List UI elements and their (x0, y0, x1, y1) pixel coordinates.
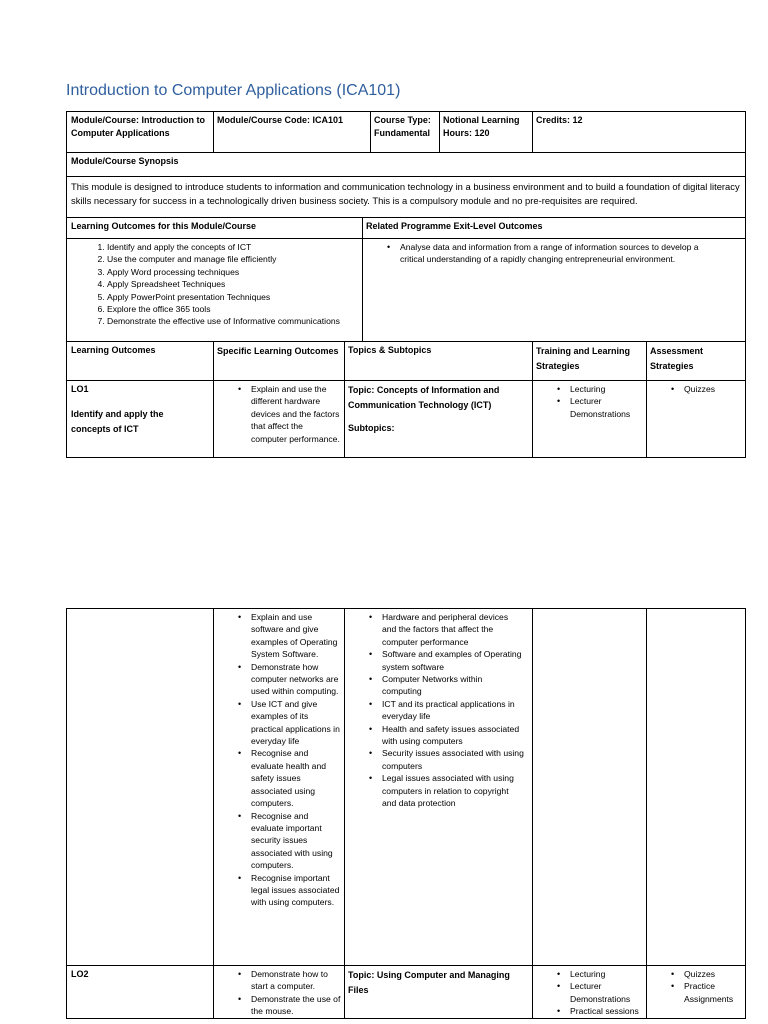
col-training: Training and Learning Strategies (536, 346, 631, 371)
lo1-training (532, 381, 646, 422)
list-item: • ICT and its practical applications in everyday life (382, 698, 524, 723)
synopsis-heading: Module/Course Synopsis (71, 156, 179, 166)
list-item: • Recognise important legal issues associated with using computers. (251, 872, 342, 909)
list-item: 6. Explore the office 365 tools (107, 303, 358, 315)
list-item: • Recognise and evaluate important security issues associated with using computers. (251, 810, 342, 872)
synopsis-text: This module is designed to introduce students to information and communication technology in a business environment and to build a foundation of digital literacy skills necessary for success in a technologically driven business society. This is a compulsory module and no pre-requisites are required. (71, 181, 740, 206)
list-item: • Practice Assignments (684, 980, 741, 1005)
credits: Credits: 12 (536, 115, 583, 125)
lo2-id: LO2 (71, 969, 89, 979)
lo2-topic: Topic: Using Computer and Managing Files (348, 970, 510, 995)
list-item: • Demonstrate the use of the mouse. (251, 993, 342, 1018)
continued-table (66, 608, 746, 1019)
lo2-specific-outcomes (213, 966, 344, 1020)
list-item: 1. Identify and apply the concepts of ICT (107, 241, 358, 253)
exit-outcomes-list (362, 241, 745, 268)
list-item: • Quizzes (684, 968, 741, 980)
list-item: • Recognise and evaluate health and safety issues associated using computers. (251, 747, 342, 809)
module-name: Module/Course: Introduction to Computer Applications (71, 115, 205, 138)
outcomes-list (67, 241, 362, 330)
list-item: • Analyse data and information from a range of information sources to develop a critical understanding of a rapidly changing entrepreneurial environment. (400, 241, 725, 266)
list-item: • Legal issues associated with using computers in relation to copyright and data protection (382, 772, 524, 809)
lo1-id: LO1 (71, 384, 89, 394)
module-code: Module/Course Code: ICA101 (217, 115, 344, 125)
lo1-description: Identify and apply the concepts of ICT (71, 409, 164, 434)
learning-hours: Notional Learning Hours: 120 (443, 115, 520, 138)
list-item: • Lecturing (570, 968, 642, 980)
col-learning-outcomes: Learning Outcomes (71, 345, 156, 355)
list-item: • Demonstrate how computer networks are used within computing. (251, 661, 342, 698)
col-assessment: Assessment Strategies (650, 346, 704, 371)
lo1-subtopics: Subtopics: (348, 423, 395, 433)
list-item: • Lecturer Demonstrations (570, 395, 642, 420)
exit-outcomes-heading: Related Programme Exit-Level Outcomes (366, 221, 543, 231)
list-item: 2. Use the computer and manage file efficiently (107, 253, 358, 265)
col-specific-outcomes: Specific Learning Outcomes (217, 346, 339, 356)
list-item: • Use ICT and give examples of its practical applications in everyday life (251, 698, 342, 748)
list-item: • Software and examples of Operating system software (382, 648, 524, 673)
list-item: • Quizzes (684, 383, 741, 395)
lo1-assessment (646, 381, 745, 397)
list-item: 5. Apply PowerPoint presentation Techniques (107, 291, 358, 303)
lo2-assessment (646, 966, 745, 1007)
lo2-training (532, 966, 646, 1020)
list-item: • Security issues associated with using computers (382, 747, 524, 772)
list-item: • Health and safety issues associated with using computers (382, 723, 524, 748)
list-item: • Hardware and peripheral devices and the factors that affect the computer performance (382, 611, 524, 648)
list-item: • Explain and use software and give examples of Operating System Software. (251, 611, 342, 661)
course-table (66, 111, 746, 458)
col-topics: Topics & Subtopics (348, 345, 432, 355)
lo1-cont-specific-outcomes (213, 609, 344, 911)
lo1-topic: Topic: Concepts of Information and Communication Technology (ICT) (348, 385, 500, 410)
list-item: 3. Apply Word processing techniques (107, 266, 358, 278)
outcomes-heading: Learning Outcomes for this Module/Course (71, 221, 257, 231)
list-item: • Practical sessions (570, 1005, 642, 1017)
list-item: • Demonstrate how to start a computer. (251, 968, 342, 993)
list-item: • Explain and use the different hardware devices and the factors that affect the computer performance. (251, 383, 340, 445)
course-type: Course Type: Fundamental (374, 115, 431, 138)
lo1-cont-topics (344, 609, 532, 812)
list-item: 7. Demonstrate the effective use of Informative communications (107, 315, 358, 327)
list-item: • Computer Networks within computing (382, 673, 524, 698)
lo1-specific-outcomes (213, 381, 344, 447)
list-item: • Lecturing (570, 383, 642, 395)
list-item: 4. Apply Spreadsheet Techniques (107, 278, 358, 290)
list-item: • Lecturer Demonstrations (570, 980, 642, 1005)
page-title: Introduction to Computer Applications (ICA101) (66, 82, 401, 99)
